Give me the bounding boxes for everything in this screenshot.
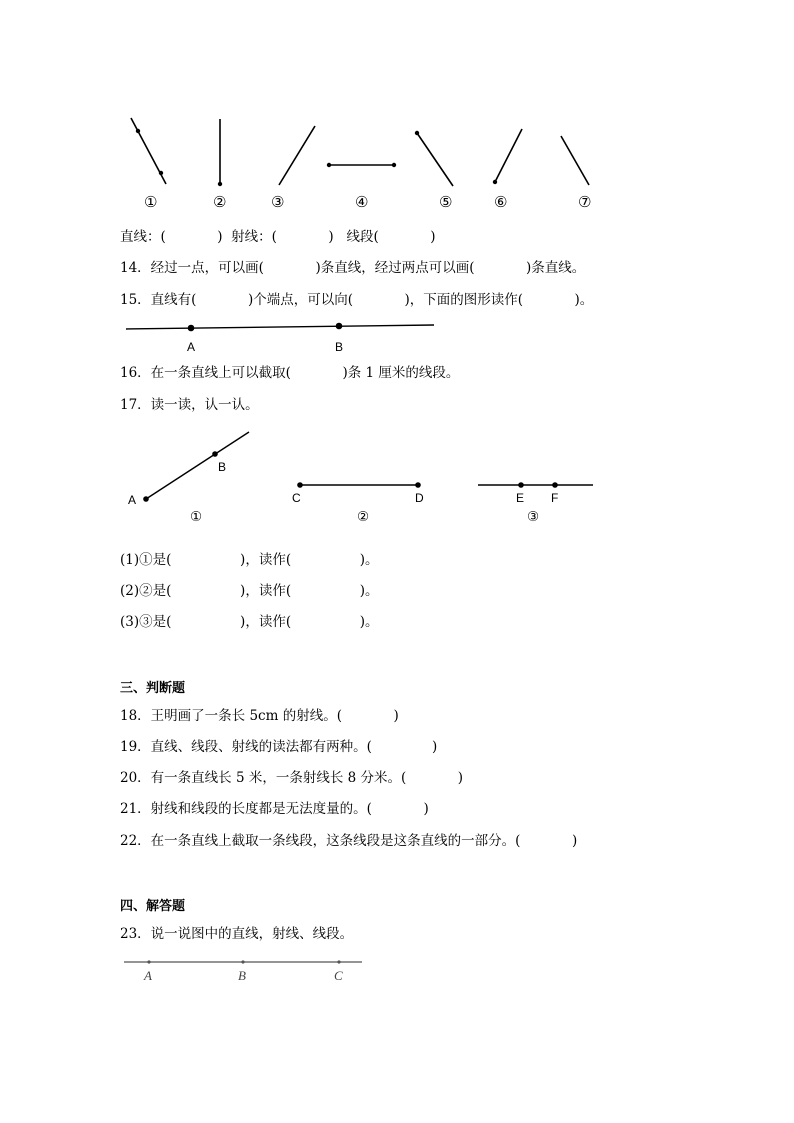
fig-number-2: ② bbox=[213, 193, 227, 211]
question-17: 17．读一读，认一认。 bbox=[120, 397, 259, 413]
fig-line-6 bbox=[495, 129, 522, 182]
fig-line-3 bbox=[279, 126, 315, 185]
question-22: 22．在一条直线上截取一条线段，这条线段是这条直线的一部分。( ) bbox=[120, 833, 578, 849]
label-a: A bbox=[144, 968, 152, 983]
ray-ab bbox=[146, 432, 249, 499]
q17-item-1: (1)①是( )，读作( )。 bbox=[120, 552, 379, 568]
fig-point bbox=[327, 163, 331, 167]
point-b bbox=[336, 323, 343, 330]
section-3-title: 三、判断题 bbox=[120, 681, 186, 696]
point-b bbox=[212, 451, 218, 457]
label-b: B bbox=[238, 968, 246, 983]
question-18: 18．王明画了一条长 5cm 的射线。( ) bbox=[120, 708, 399, 724]
label-b: B bbox=[335, 340, 344, 354]
question-14: 14．经过一点，可以画( )条直线，经过两点可以画( )条直线。 bbox=[120, 260, 586, 276]
fig-point bbox=[218, 182, 222, 186]
question-16: 16．在一条直线上可以截取( )条 1 厘米的线段。 bbox=[120, 365, 460, 381]
q17-item-3: (3)③是( )，读作( )。 bbox=[120, 614, 379, 630]
fig-point bbox=[392, 163, 396, 167]
question-15: 15．直线有( )个端点，可以向( )，下面的图形读作( )。 bbox=[120, 292, 594, 308]
fig-line-7 bbox=[561, 136, 589, 185]
fig-point bbox=[159, 171, 163, 175]
point-a bbox=[188, 325, 195, 332]
point-b bbox=[241, 960, 244, 963]
label-e: E bbox=[516, 491, 525, 505]
label-a: A bbox=[128, 493, 137, 507]
fig-number-2: ② bbox=[357, 509, 370, 525]
question-21: 21．射线和线段的长度都是无法度量的。( ) bbox=[120, 801, 429, 817]
question-19: 19．直线、线段、射线的读法都有两种。( ) bbox=[120, 739, 438, 755]
point-c bbox=[337, 960, 340, 963]
lines-figure bbox=[0, 0, 794, 220]
fig-number-7: ⑦ bbox=[578, 193, 592, 211]
question-20: 20．有一条直线长 5 米，一条射线长 8 分米。( ) bbox=[120, 770, 464, 786]
q23-line-figure bbox=[0, 955, 794, 985]
fig-number-6: ⑥ bbox=[494, 193, 508, 211]
point-f bbox=[552, 482, 558, 488]
question-23: 23．说一说图中的直线，射线、线段。 bbox=[120, 926, 354, 942]
label-f: F bbox=[551, 491, 559, 505]
q17-figure bbox=[0, 425, 794, 505]
fig-point bbox=[415, 131, 419, 135]
fig-number-4: ④ bbox=[355, 193, 369, 211]
fig-line-5 bbox=[417, 133, 453, 186]
fig-number-3: ③ bbox=[527, 509, 540, 525]
q15-line-figure bbox=[0, 318, 794, 358]
fig-number-1: ① bbox=[144, 193, 158, 211]
point-d bbox=[415, 482, 421, 488]
fig-point bbox=[136, 129, 140, 133]
point-c bbox=[297, 482, 303, 488]
label-d: D bbox=[415, 491, 424, 505]
label-a: A bbox=[187, 340, 196, 354]
label-c: C bbox=[292, 491, 301, 505]
fig-number-3: ③ bbox=[271, 193, 285, 211]
q17-item-2: (2)②是( )，读作( )。 bbox=[120, 583, 379, 599]
label-b: B bbox=[218, 460, 227, 474]
point-e bbox=[518, 482, 524, 488]
fig-point bbox=[493, 180, 497, 184]
section-4-title: 四、解答题 bbox=[120, 899, 186, 914]
point-a bbox=[143, 496, 149, 502]
fig-number-1: ① bbox=[190, 509, 203, 525]
fig-number-5: ⑤ bbox=[439, 193, 453, 211]
point-a bbox=[147, 960, 150, 963]
label-c: C bbox=[334, 968, 343, 983]
q13-answer-line: 直线：( ) 射线：( ) 线段( ) bbox=[120, 229, 436, 245]
